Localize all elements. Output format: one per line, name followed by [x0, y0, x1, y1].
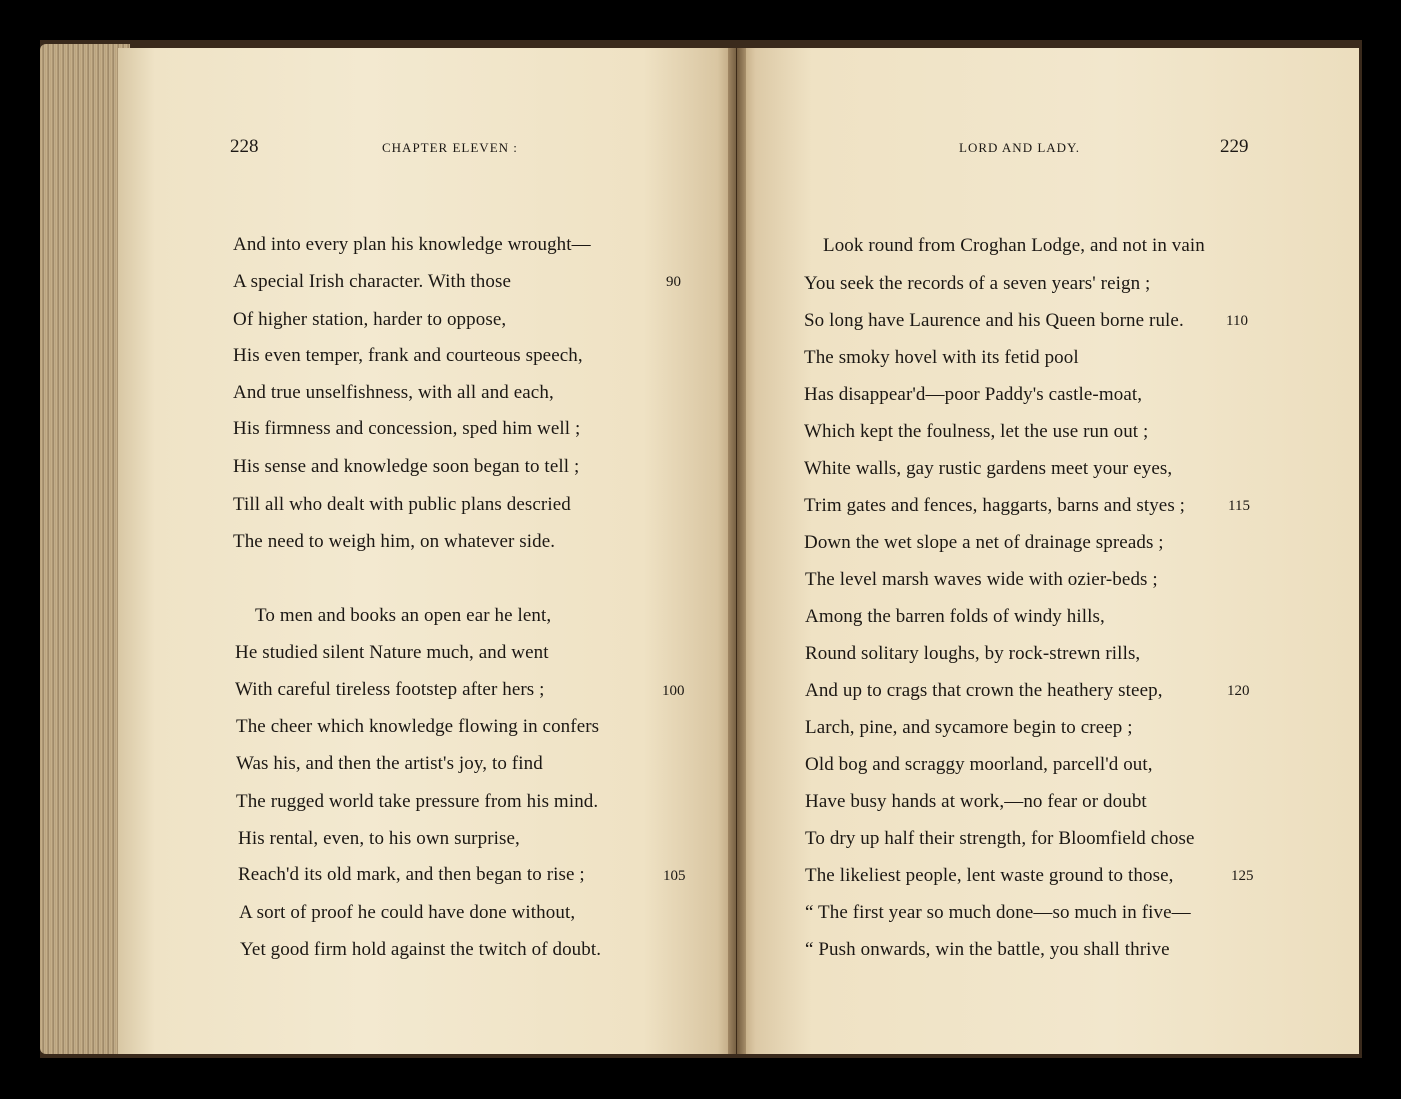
verse-line: You seek the records of a seven years' reign ;: [804, 273, 1151, 294]
verse-line: Have busy hands at work,—no fear or doubt: [805, 791, 1147, 812]
verse-line: And true unselfishness, with all and each,: [233, 382, 554, 403]
verse-line: Old bog and scraggy moorland, parcell'd out,: [805, 754, 1153, 775]
verse-line: Which kept the foulness, let the use run out ;: [804, 421, 1149, 442]
verse-line: The cheer which knowledge flowing in confers: [236, 716, 600, 737]
verse-line: The level marsh waves wide with ozier-beds ;: [805, 569, 1158, 590]
verse-line: Till all who dealt with public plans descried: [233, 494, 571, 515]
verse-line: His rental, even, to his own surprise,: [238, 828, 520, 849]
verse-line: Larch, pine, and sycamore begin to creep ;: [805, 717, 1133, 738]
page-number: 228: [230, 136, 259, 157]
left-page: [118, 48, 736, 1054]
verse-line: The rugged world take pressure from his mind.: [236, 791, 599, 812]
line-number: 100: [662, 683, 685, 699]
verse-line: To dry up half their strength, for Bloomfield chose: [805, 828, 1195, 849]
verse-line: The need to weigh him, on whatever side.: [233, 531, 556, 552]
verse-line: His even temper, frank and courteous speech,: [233, 345, 583, 366]
verse-line: Down the wet slope a net of drainage spreads ;: [804, 532, 1164, 553]
right-page: [737, 48, 1359, 1054]
verse-line: Trim gates and fences, haggarts, barns and styes ;: [804, 495, 1186, 516]
verse-line: “ Push onwards, win the battle, you shall thrive: [805, 939, 1170, 960]
book-gutter: [728, 48, 746, 1054]
verse-line: And up to crags that crown the heathery steep,: [805, 680, 1163, 701]
verse-line: Has disappear'd—poor Paddy's castle-moat,: [804, 384, 1143, 405]
verse-line: Reach'd its old mark, and then began to rise ;: [238, 864, 585, 885]
line-number: 105: [663, 868, 686, 884]
line-number: 125: [1231, 868, 1254, 884]
line-number: 90: [666, 274, 681, 290]
line-number: 115: [1228, 498, 1250, 514]
verse-line: His sense and knowledge soon began to tell ;: [233, 456, 580, 477]
verse-line: A sort of proof he could have done without,: [239, 902, 576, 923]
page-number: 229: [1220, 136, 1249, 157]
verse-line: He studied silent Nature much, and went: [235, 642, 549, 663]
verse-line: “ The first year so much done—so much in five—: [805, 902, 1191, 923]
verse-line: With careful tireless footstep after hers ;: [235, 679, 545, 700]
verse-line: Among the barren folds of windy hills,: [805, 606, 1105, 627]
line-number: 110: [1226, 313, 1248, 329]
verse-line: Look round from Croghan Lodge, and not in vain: [823, 235, 1205, 256]
running-head: LORD AND LADY.: [959, 140, 1081, 155]
verse-line: Of higher station, harder to oppose,: [233, 309, 507, 330]
verse-line: The likeliest people, lent waste ground to those,: [805, 865, 1174, 886]
verse-line: To men and books an open ear he lent,: [255, 605, 552, 626]
verse-line: His firmness and concession, sped him well ;: [233, 418, 581, 439]
page-edges: [40, 44, 130, 1054]
verse-line: So long have Laurence and his Queen borne rule.: [804, 310, 1184, 331]
verse-line: Yet good firm hold against the twitch of doubt.: [240, 939, 602, 960]
verse-line: Was his, and then the artist's joy, to find: [236, 753, 543, 774]
verse-line: And into every plan his knowledge wrought—: [233, 234, 591, 255]
line-number: 120: [1227, 683, 1250, 699]
verse-line: Round solitary loughs, by rock-strewn rills,: [805, 643, 1141, 664]
verse-line: The smoky hovel with its fetid pool: [804, 347, 1079, 368]
verse-line: A special Irish character. With those: [233, 271, 511, 292]
running-head: CHAPTER ELEVEN :: [382, 140, 518, 155]
verse-line: White walls, gay rustic gardens meet your eyes,: [804, 458, 1173, 479]
